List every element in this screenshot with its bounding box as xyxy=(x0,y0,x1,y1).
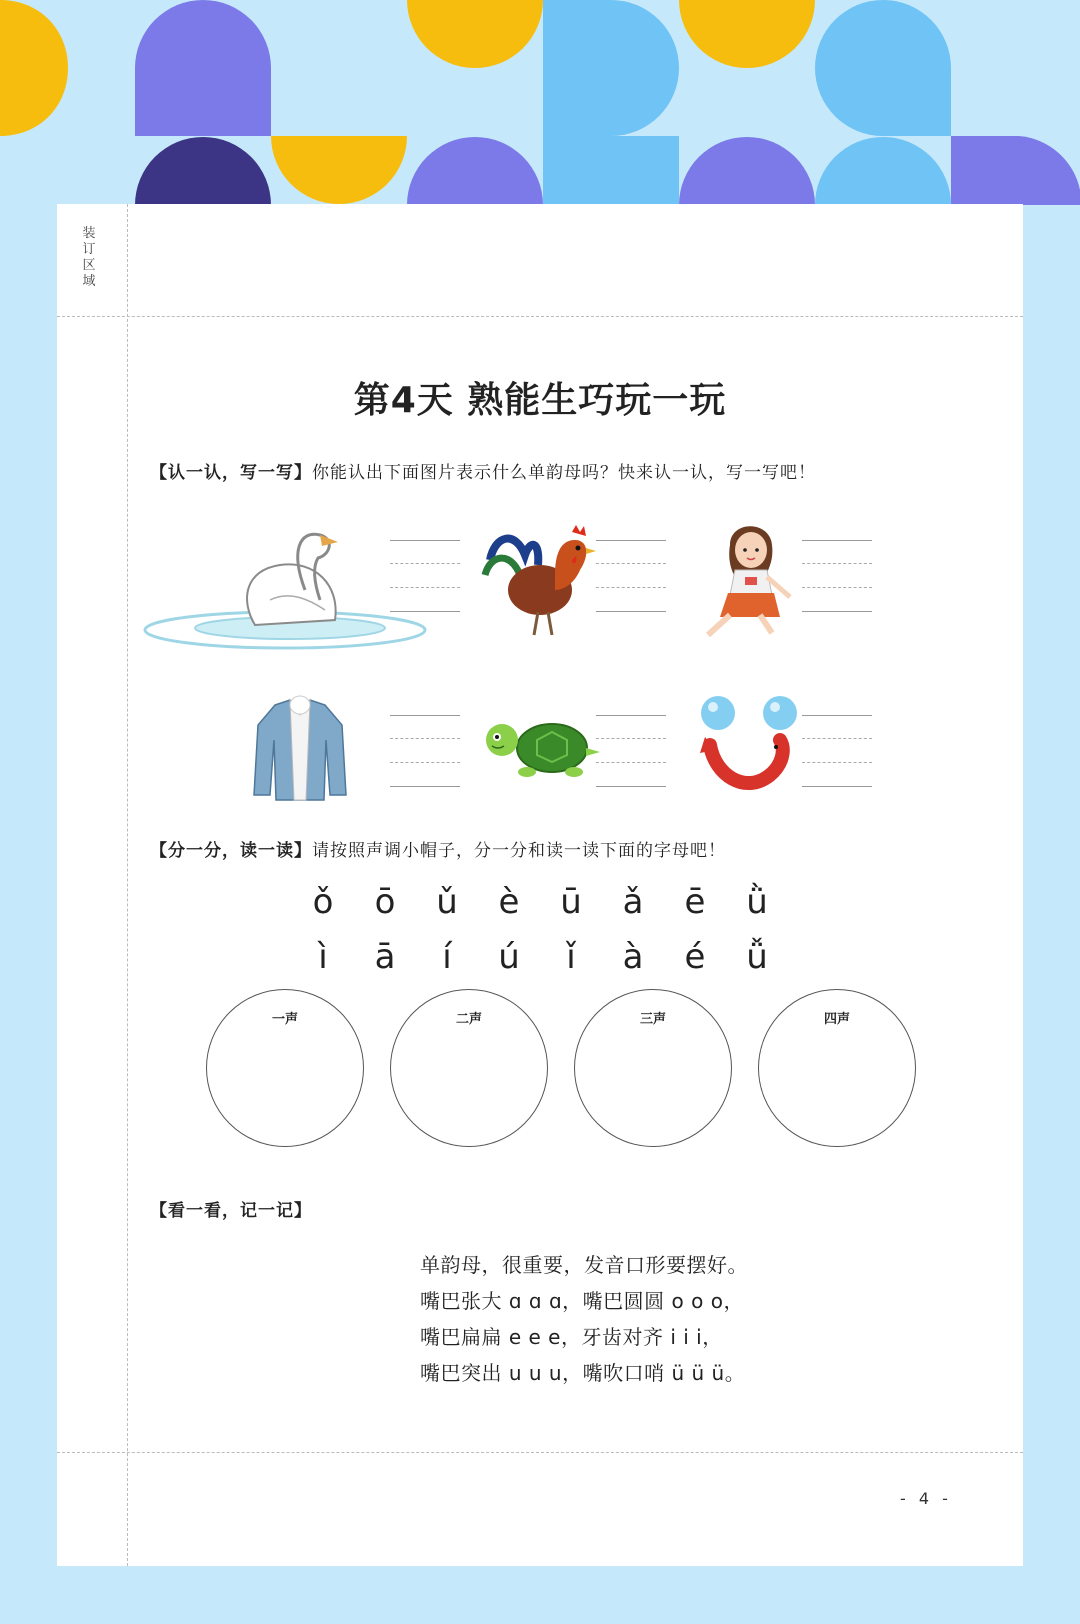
pinyin-letter: ú xyxy=(498,937,520,977)
rhyme-line-1: 单韵母，很重要，发音口形要摆好。 xyxy=(420,1253,748,1277)
jacket-icon xyxy=(250,695,350,809)
girl-icon xyxy=(700,515,810,649)
rhyme-line-2: 嘴巴张大 ɑ ɑ ɑ，嘴巴圆圆 o o o， xyxy=(420,1289,744,1313)
top-divider xyxy=(57,316,1023,317)
tone-circle-label: 一声 xyxy=(271,1012,298,1027)
pinyin-letter: ǒ xyxy=(312,882,334,922)
write-lines-4[interactable] xyxy=(390,715,460,787)
fish-and-bubbles-icon xyxy=(700,695,800,809)
pinyin-letter: ǚ xyxy=(746,937,768,977)
pinyin-row-1 xyxy=(0,882,1080,922)
header-decoration xyxy=(0,0,1080,205)
section1-text: 你能认出下面图片表示什么单韵母吗？快来认一认，写一写吧！ xyxy=(312,463,816,483)
tone-circle-label: 三声 xyxy=(639,1012,666,1027)
pinyin-row-2 xyxy=(0,937,1080,977)
rooster-icon xyxy=(480,520,600,644)
pinyin-letter: ū xyxy=(560,882,582,922)
pinyin-letter: í xyxy=(442,937,452,977)
pinyin-letter: ǜ xyxy=(746,882,768,922)
section2-instruction xyxy=(150,836,726,861)
tone-circle-4[interactable] xyxy=(758,989,916,1147)
turtle-icon xyxy=(482,710,602,789)
section3-heading: 【看一看，记一记】 xyxy=(150,1201,312,1221)
write-lines-1[interactable] xyxy=(390,540,460,612)
write-lines-2[interactable] xyxy=(596,540,666,612)
pinyin-letter: à xyxy=(622,937,644,977)
tone-circle-1[interactable] xyxy=(206,989,364,1147)
pinyin-letter: ǔ xyxy=(436,882,458,922)
pinyin-letter: ì xyxy=(318,937,328,977)
rhyme-line-4: 嘴巴突出 u u u，嘴吹口哨 ü ü ü。 xyxy=(420,1361,746,1385)
tone-circle-label: 四声 xyxy=(823,1012,850,1027)
pinyin-letter: ē xyxy=(684,882,706,922)
section2-heading: 【分一分，读一读】 xyxy=(150,841,312,861)
tone-circle-2[interactable] xyxy=(390,989,548,1147)
pinyin-letter: è xyxy=(498,882,520,922)
section2-text: 请按照声调小帽子，分一分和读一读下面的字母吧！ xyxy=(312,841,726,861)
pinyin-letter: ǎ xyxy=(622,882,644,922)
rhyme-line-3: 嘴巴扁扁 e e e，牙齿对齐 i i i， xyxy=(420,1325,723,1349)
tone-circle-label: 二声 xyxy=(455,1012,482,1027)
section1-heading: 【认一认，写一写】 xyxy=(150,463,312,483)
page-number: - 4 - xyxy=(900,1489,952,1508)
pinyin-letter: é xyxy=(684,937,706,977)
write-lines-5[interactable] xyxy=(596,715,666,787)
page-title: 第4天 熟能生巧玩一玩 xyxy=(353,380,727,421)
pinyin-letter: ā xyxy=(374,937,396,977)
section3-instruction xyxy=(150,1196,312,1221)
tone-circle-3[interactable] xyxy=(574,989,732,1147)
write-lines-6[interactable] xyxy=(802,715,872,787)
pinyin-letter: ō xyxy=(374,882,396,922)
write-lines-3[interactable] xyxy=(802,540,872,612)
pinyin-letter: ǐ xyxy=(566,937,576,977)
section1-instruction xyxy=(150,458,816,483)
binding-area-label: 装订区域 xyxy=(82,226,96,289)
bottom-divider xyxy=(57,1452,1023,1453)
